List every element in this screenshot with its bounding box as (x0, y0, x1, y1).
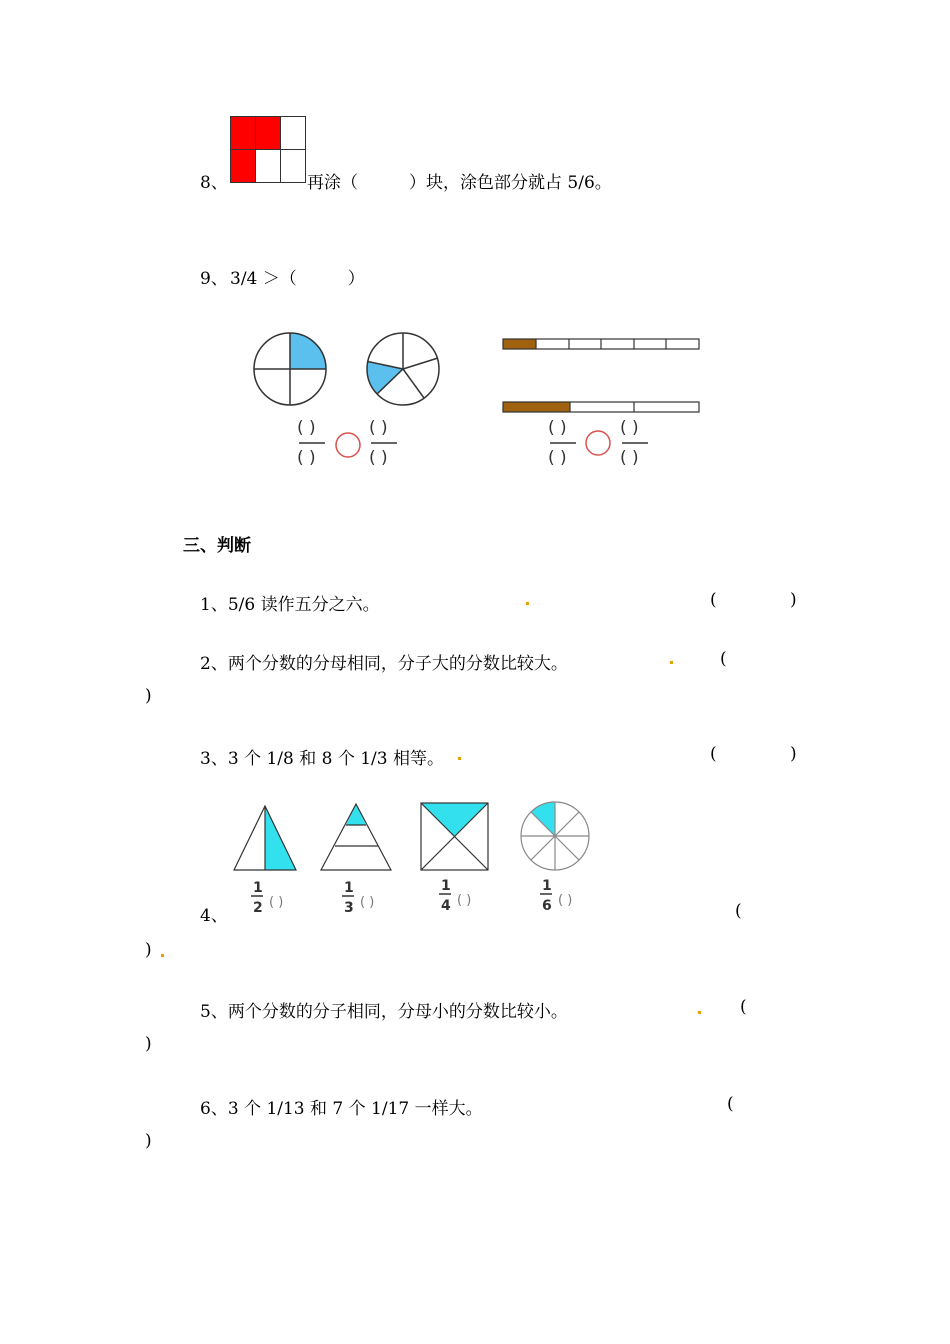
judgement-2-paren-close[interactable]: ) (145, 686, 152, 706)
judgement-3-paren-open[interactable]: ( (710, 744, 717, 764)
frac-left-den: ( ) (297, 448, 316, 468)
judgement-2-text: 2、两个分数的分母相同，分子大的分数比较大。 (200, 654, 568, 674)
circle-eighths (521, 802, 589, 870)
shape-frac-4-den: 6 (542, 898, 552, 914)
q8-number: 8、 (200, 173, 228, 193)
judgement-5-paren-close[interactable]: ) (145, 1034, 152, 1054)
grid-cell-5 (256, 150, 281, 183)
judgement-6-paren-close[interactable]: ) (145, 1131, 152, 1151)
shape-frac-4-paren: ( ) (558, 893, 573, 908)
shape-frac-2-num: 1 (344, 880, 354, 896)
shapes-figure (225, 798, 605, 920)
q9-number: 9、 (200, 269, 228, 289)
square-quarters-shade (421, 803, 488, 836)
shape-frac-4-num: 1 (542, 878, 552, 894)
square-quarters (421, 803, 488, 870)
triangle-halves (234, 806, 296, 870)
grid-cell-4 (231, 150, 256, 183)
shape-frac-3-num: 1 (441, 878, 451, 894)
dot-marker (670, 661, 673, 664)
dot-marker (526, 602, 529, 605)
circle-frac-left (297, 418, 325, 468)
shape-frac-2-paren: ( ) (360, 895, 375, 910)
judgement-4-paren-open[interactable]: ( (735, 901, 742, 921)
judgement-1-paren-open[interactable]: ( (710, 590, 717, 610)
dot-marker (458, 757, 461, 760)
circle-fifths (367, 333, 439, 405)
compare-circle (336, 433, 360, 457)
shape-frac-4 (540, 878, 572, 914)
shape-frac-1 (251, 880, 283, 916)
judgement-5-paren-open[interactable]: ( (740, 997, 747, 1017)
circle-quarters (254, 333, 326, 405)
circle-frac-right (369, 418, 397, 468)
judgement-1-text: 1、5/6 读作五分之六。 (200, 595, 380, 615)
dot-marker (161, 954, 164, 957)
bar-frac-right-num: ( ) (620, 418, 639, 438)
grid-cell-2 (256, 117, 281, 150)
frac-right-den: ( ) (369, 448, 388, 468)
shape-frac-3 (439, 878, 471, 914)
shape-frac-1-paren: ( ) (269, 895, 284, 910)
bar-thirds-shade (503, 402, 570, 412)
triangle-thirds (321, 804, 391, 870)
judgement-3-paren-close[interactable]: ) (790, 744, 797, 764)
bar-frac-left-den: ( ) (548, 448, 567, 468)
judgement-1-paren-close[interactable]: ) (790, 590, 797, 610)
bar-frac-left-num: ( ) (548, 418, 567, 438)
bar-frac-right (620, 418, 648, 468)
judgement-6-text: 6、3 个 1/13 和 7 个 1/17 一样大。 (200, 1099, 483, 1119)
dot-marker (698, 1011, 701, 1014)
judgement-6-paren-open[interactable]: ( (727, 1094, 734, 1114)
bar-frac-right-den: ( ) (620, 448, 639, 468)
section3-title: 三、判断 (183, 536, 251, 556)
q9-text: 3/4 ＞（ ） (230, 269, 365, 289)
bar-compare-circle (586, 431, 610, 455)
triangle-thirds-shade (346, 804, 366, 825)
judgement-2-paren-open[interactable]: ( (720, 649, 727, 669)
circle-eighths-shade (531, 802, 555, 836)
shape-frac-3-paren: ( ) (457, 893, 472, 908)
q8-text: 再涂（ ）块，涂色部分就占 5/6。 (307, 173, 612, 193)
grid-cell-3 (281, 117, 306, 150)
bar-sixths (503, 339, 699, 349)
frac-right-num: ( ) (369, 418, 388, 438)
shape-frac-1-num: 1 (253, 880, 263, 896)
grid-cell-6 (281, 150, 306, 183)
shape-frac-2 (342, 880, 374, 916)
compare-bars-figure (500, 335, 705, 475)
q8-grid (230, 116, 306, 184)
judgement-3-text: 3、3 个 1/8 和 8 个 1/3 相等。 (200, 749, 444, 769)
judgement-4-text: 4、 (200, 906, 228, 926)
frac-left-num: ( ) (297, 418, 316, 438)
shape-frac-3-den: 4 (441, 898, 451, 914)
bar-thirds (503, 402, 699, 412)
shape-frac-2-den: 3 (344, 900, 354, 916)
bar-frac-left (548, 418, 576, 468)
bar-sixths-shade (503, 339, 536, 349)
grid-cell-1 (231, 117, 256, 150)
judgement-4-paren-close[interactable]: ) (145, 940, 152, 960)
judgement-5-text: 5、两个分数的分子相同，分母小的分数比较小。 (200, 1002, 568, 1022)
compare-circles-figure (245, 325, 450, 475)
shape-frac-1-den: 2 (253, 900, 263, 916)
